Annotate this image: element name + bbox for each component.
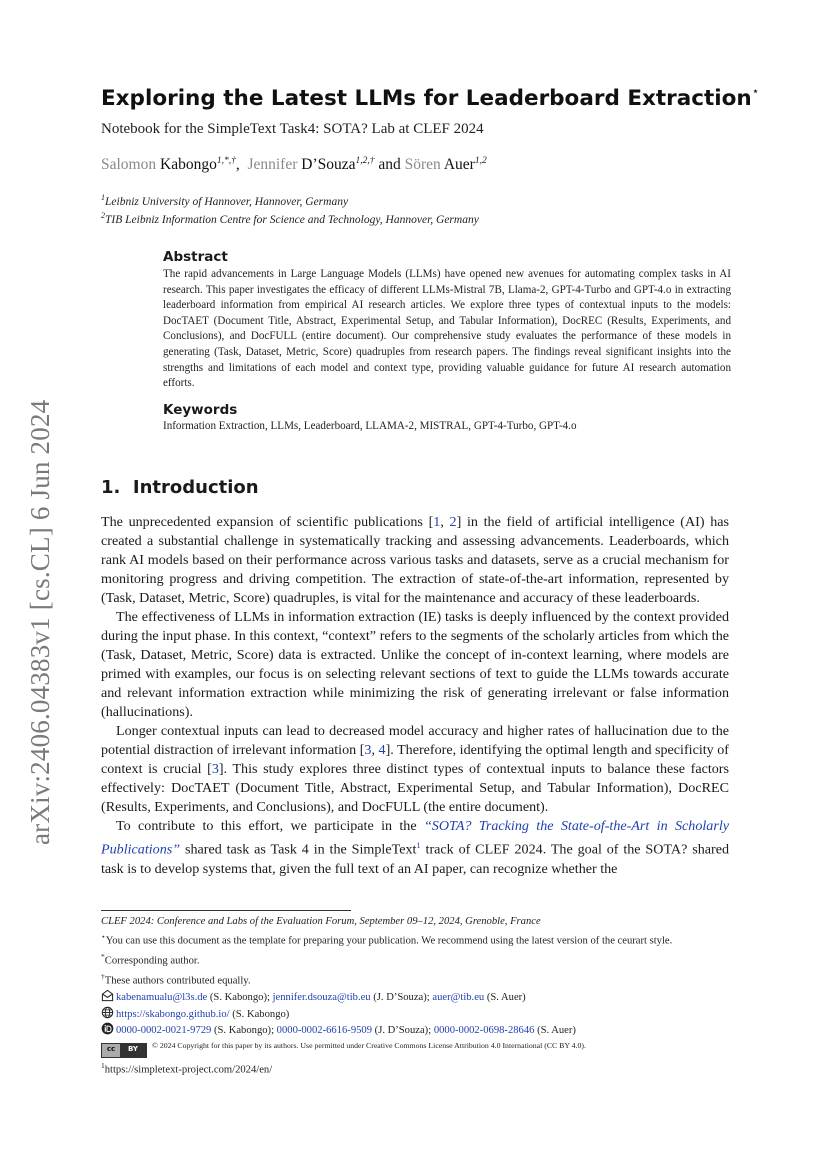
affiliation-number: 1 [101, 193, 105, 202]
author-first-name: Sören [404, 156, 441, 174]
text-run: shared task as Task 4 in the SimpleText [180, 841, 417, 858]
keywords-text: Information Extraction, LLMs, Leaderboard, LLAMA-2, MISTRAL, GPT-4-Turbo, GPT-4.o [163, 419, 577, 432]
footnote-equal [101, 969, 731, 989]
homepage-owner: (S. Kabongo) [229, 1008, 290, 1020]
orcid-owner: (J. D’Souza); [372, 1025, 434, 1037]
cc-badge-right: BY [127, 1045, 139, 1054]
affiliation [101, 211, 479, 226]
text-run: Longer contextual inputs can lead to decreased model accuracy and higher rates of hallucination due to the potential distraction of irrelevant information [ [101, 723, 729, 758]
author-first-name: Jennifer [247, 156, 298, 174]
cc-license-badge [101, 1043, 147, 1058]
footnote-marker-link[interactable]: 1 [416, 840, 421, 850]
orcid-owner: (S. Auer) [534, 1025, 576, 1037]
footnote-rule [101, 910, 351, 911]
footnote-mark: † [101, 972, 105, 982]
section-heading-introduction [101, 477, 259, 498]
affiliation-number: 2 [101, 211, 105, 220]
citation-link[interactable]: 3 [364, 742, 372, 758]
text-run: The unprecedented expansion of scientific publications [ [101, 514, 434, 530]
email-link[interactable]: jennifer.dsouza@tib.eu [272, 992, 371, 1004]
paragraph [101, 513, 729, 608]
text-run: To contribute to this effort, we participate in the [116, 818, 424, 834]
email-owner: (S. Auer) [484, 992, 526, 1004]
author-last-name: D’Souza [301, 156, 356, 174]
author-first-name: Salomon [101, 156, 157, 174]
text-run: ]. Therefore, identifying the optimal length and specificity of context is crucial [ [101, 742, 729, 777]
citation-link[interactable]: 4 [378, 742, 386, 758]
author-last-name: Auer [443, 156, 475, 174]
paragraph: The effectiveness of LLMs in information extraction (IE) tasks is deeply influenced by the context provided during the input phase. In this context, “context” refers to the segments of the scholarly articles from which the (Task, Dataset, Metric, Score) data is extracted. Unlike the concept of in-context learning, where models are primed with examples, our focus is on selecting relevant sections of text to guide the LLMs towards accurate and relevant information extraction while minimizing the risk of generating irrelevant or false information (hallucinations). [101, 609, 729, 720]
body-text [101, 513, 729, 879]
author-conjunction: and [378, 156, 401, 174]
orcid-link[interactable]: 0000-0002-0021-9729 [116, 1025, 212, 1037]
footnote-text: These authors contributed equally. [104, 975, 251, 987]
paragraph [101, 722, 729, 817]
affiliation-text: TIB Leibniz Information Centre for Science and Technology, Hannover, Germany [105, 213, 479, 226]
cc-badge-left: cc [102, 1044, 120, 1057]
homepage-link[interactable]: https://skabongo.github.io/ [116, 1008, 230, 1020]
footnote-star [101, 929, 731, 949]
title-star-mark: ⋆ [751, 84, 760, 98]
conference-note: CLEF 2024: Conference and Labs of the Evaluation Forum, September 09–12, 2024, Grenoble, France [101, 916, 541, 927]
section-number: 1. [101, 477, 121, 498]
citation-link[interactable]: 3 [211, 761, 219, 777]
copyright-text: © 2024 Copyright for this paper by its authors. Use permitted under Creative Commons License Attribution 4.0 International (CC BY 4.0). [152, 1041, 586, 1051]
abstract-block [163, 249, 731, 432]
author-affiliation-mark: 1,*,† [216, 156, 236, 166]
shared-task-link[interactable]: “SOTA? Tracking the State-of-the-Art in Scholarly Publications” [101, 818, 730, 858]
affiliation-text: Leibniz University of Hannover, Hannover, Germany [105, 195, 349, 208]
footnote-emails [101, 989, 731, 1005]
globe-icon [101, 1006, 114, 1019]
footnotes [101, 914, 731, 1078]
author-list [101, 156, 487, 174]
text-run: ]. This study explores three distinct types of contextual inputs to balance these factors effectively: DocTAET (Document Title, Abstract, Experimental Setup, and Tabular Information), DocREC (Results, Experiments, and Conclusions), and DocFULL (the entire document). [101, 761, 729, 815]
footnote-text: Corresponding author. [104, 955, 200, 967]
title-text: Exploring the Latest LLMs for Leaderboard Extraction [101, 86, 752, 112]
author-affiliation-mark: 1,2,† [355, 156, 375, 166]
footnote-homepage [101, 1006, 731, 1022]
email-link[interactable]: kabenamualu@l3s.de [116, 992, 208, 1004]
footnote-url[interactable]: https://simpletext-project.com/2024/en/ [104, 1064, 273, 1076]
footnote-corresponding [101, 949, 731, 969]
affiliation [101, 193, 348, 208]
email-owner: (J. D’Souza); [370, 992, 433, 1004]
paper-subtitle: Notebook for the SimpleText Task4: SOTA? Lab at CLEF 2024 [101, 121, 484, 137]
paper-title [101, 86, 759, 111]
orcid-link[interactable]: 0000-0002-6616-9509 [276, 1025, 373, 1037]
arxiv-identifier: arXiv:2406.04383v1 [cs.CL] 6 Jun 2024 [24, 399, 55, 845]
footnote-mark: ⋆ [101, 932, 106, 942]
author-last-name: Kabongo [160, 156, 217, 174]
text-run: , [371, 742, 379, 758]
orcid-link[interactable]: 0000-0002-0698-28646 [433, 1025, 535, 1037]
orcid-icon [101, 1022, 114, 1035]
paragraph [101, 817, 729, 879]
footnote-mark: * [101, 952, 105, 962]
citation-link[interactable]: 1 [433, 514, 441, 530]
footnote-text: You can use this document as the template for preparing your publication. We recommend using the latest version of the ceurart style. [105, 935, 673, 947]
envelope-icon [101, 989, 114, 1002]
author-separator: , [235, 156, 240, 174]
footnote-mark: 1 [101, 1060, 105, 1070]
abstract-text: The rapid advancements in Large Language Models (LLMs) have opened new avenues for automating complex tasks in AI research. This paper investigates the efficacy of different LLMs-Mistral 7B, Llama-2, GPT-4-Turbo and GPT-4.o in extracting leaderboard information from empirical AI research articles. We explore three types of contextual inputs to the models: DocTAET (Document Title, Abstract, Experimental Setup, and Tabular Information), DocREC (Results, Experiments, and Conclusions), and DocFULL (entire document). Our comprehensive study evaluates the performance of these models in generating (Task, Dataset, Metric, Score) quadruples from research papers. The findings reveal significant insights into the strengths and limitations of each model and context type, providing valuable guidance for future AI research automation efforts. [163, 268, 731, 390]
keywords-heading: Keywords [163, 401, 238, 418]
footnote-copyright [101, 1038, 731, 1057]
orcid-owner: (S. Kabongo); [211, 1025, 277, 1037]
abstract-heading: Abstract [163, 249, 228, 265]
text-run: track of CLEF 2024. The goal of the SOTA? shared task is to develop systems that, given the full text of an AI paper, can recognize whether the [101, 841, 730, 877]
email-owner: (S. Kabongo); [207, 992, 273, 1004]
text-run: , [440, 514, 450, 530]
footnote-1 [101, 1058, 731, 1078]
email-link[interactable]: auer@tib.eu [432, 992, 485, 1004]
author-affiliation-mark: 1,2 [474, 156, 487, 166]
footnote-orcids [101, 1022, 731, 1038]
citation-link[interactable]: 2 [449, 514, 457, 530]
text-run: ] in the field of artificial intelligence (AI) has created a substantial challenge in systematically tracking and assessing advancements. Leaderboards, which rank AI models based on their performance across various tasks and datasets, serve as a crucial mechanism for monitoring progress and driving competition. The extraction of state-of-the-art information, represented by (Task, Dataset, Metric, Score) quadruples, is vital for the maintenance and accuracy of these leaderboards. [101, 514, 729, 606]
section-title: Introduction [132, 477, 259, 498]
